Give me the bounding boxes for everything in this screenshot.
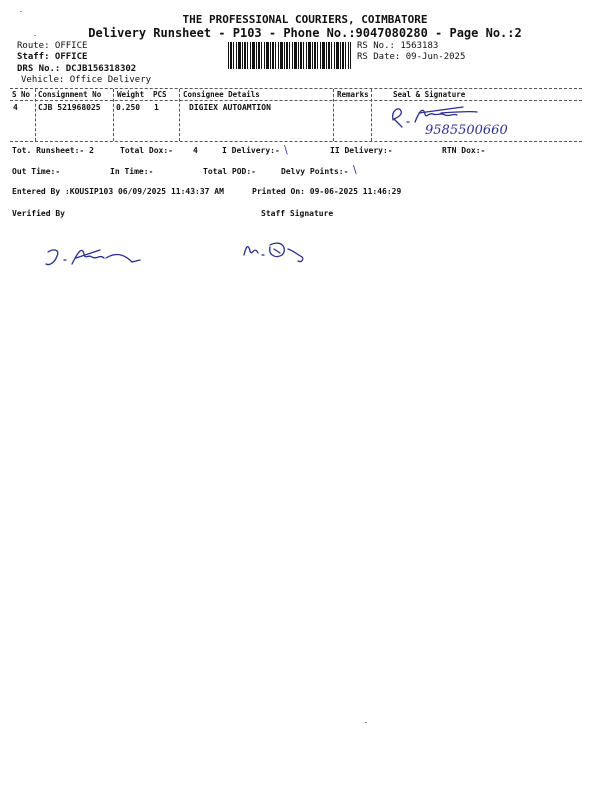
table-top-line: [10, 88, 582, 89]
col-divider: [333, 89, 334, 141]
recipient-signature: [385, 100, 535, 140]
staff-signature-label: Staff Signature: [261, 209, 334, 218]
cell-pcs: 1: [154, 103, 159, 112]
tot-runsheet: Tot. Runsheet:- 2: [12, 146, 94, 155]
rtn-dox: RTN Dox:-: [442, 146, 486, 155]
col-header-consignee: Consignee Details: [183, 90, 260, 99]
cell-sno: 4: [13, 103, 18, 112]
delvy-points: Delvy Points:-: [281, 167, 349, 176]
scan-speck: [365, 722, 367, 723]
col-header-sno: S No: [12, 90, 31, 99]
verifier-signature: [40, 240, 150, 272]
i-delivery-mark: \: [284, 143, 288, 156]
total-pod: Total POD:-: [203, 167, 256, 176]
in-time: In Time:-: [110, 167, 154, 176]
col-header-weight: Weight: [117, 90, 145, 99]
col-header-remarks: Remarks: [337, 90, 369, 99]
recipient-phone: 9585500660: [425, 123, 508, 138]
cell-consignee: DIGIEX AUTOAMTION: [189, 103, 271, 112]
staff-text: Staff: OFFICE: [17, 52, 88, 62]
verified-by-label: Verified By: [12, 209, 65, 218]
staff-signature: [240, 235, 320, 267]
total-dox-label: Total Dox:-: [120, 146, 173, 155]
barcode: [228, 42, 351, 69]
company-name: THE PROFESSIONAL COURIERS, COIMBATORE: [182, 13, 428, 26]
col-header-seal: Seal & Signature: [393, 90, 466, 99]
col-divider: [113, 89, 114, 141]
table-bottom-line: [10, 141, 582, 142]
scan-speck: [34, 35, 36, 36]
scan-speck: [20, 11, 22, 12]
route-text: Route: OFFICE: [17, 41, 88, 51]
col-header-pcs: PCS: [153, 90, 167, 99]
rs-date: RS Date: 09-Jun-2025: [357, 52, 466, 62]
delvy-points-mark: \: [353, 163, 357, 176]
col-divider: [179, 89, 180, 141]
out-time: Out Time:-: [12, 167, 61, 176]
cell-consignment: CJB 521968025: [38, 103, 101, 112]
vehicle-text: Vehicle: Office Delivery: [21, 75, 152, 85]
col-divider: [35, 89, 36, 141]
ii-delivery: II Delivery:-: [330, 146, 393, 155]
total-dox-value: 4: [193, 146, 198, 155]
drs-number: DRS No.: DCJB156318302: [17, 64, 137, 74]
runsheet-title: Delivery Runsheet - P103 - Phone No.:9047080280 - Page No.:2: [88, 26, 522, 40]
i-delivery: I Delivery:-: [222, 146, 280, 155]
entered-by: Entered By :KOUSIP103 06/09/2025 11:43:37 AM: [12, 187, 224, 196]
col-divider: [371, 89, 372, 141]
col-header-consignment: Consignment No: [38, 90, 102, 99]
cell-weight: 0.250: [116, 103, 141, 112]
printed-on: Printed On: 09-06-2025 11:46:29: [252, 187, 402, 196]
rs-number: RS No.: 1563183: [357, 41, 439, 51]
